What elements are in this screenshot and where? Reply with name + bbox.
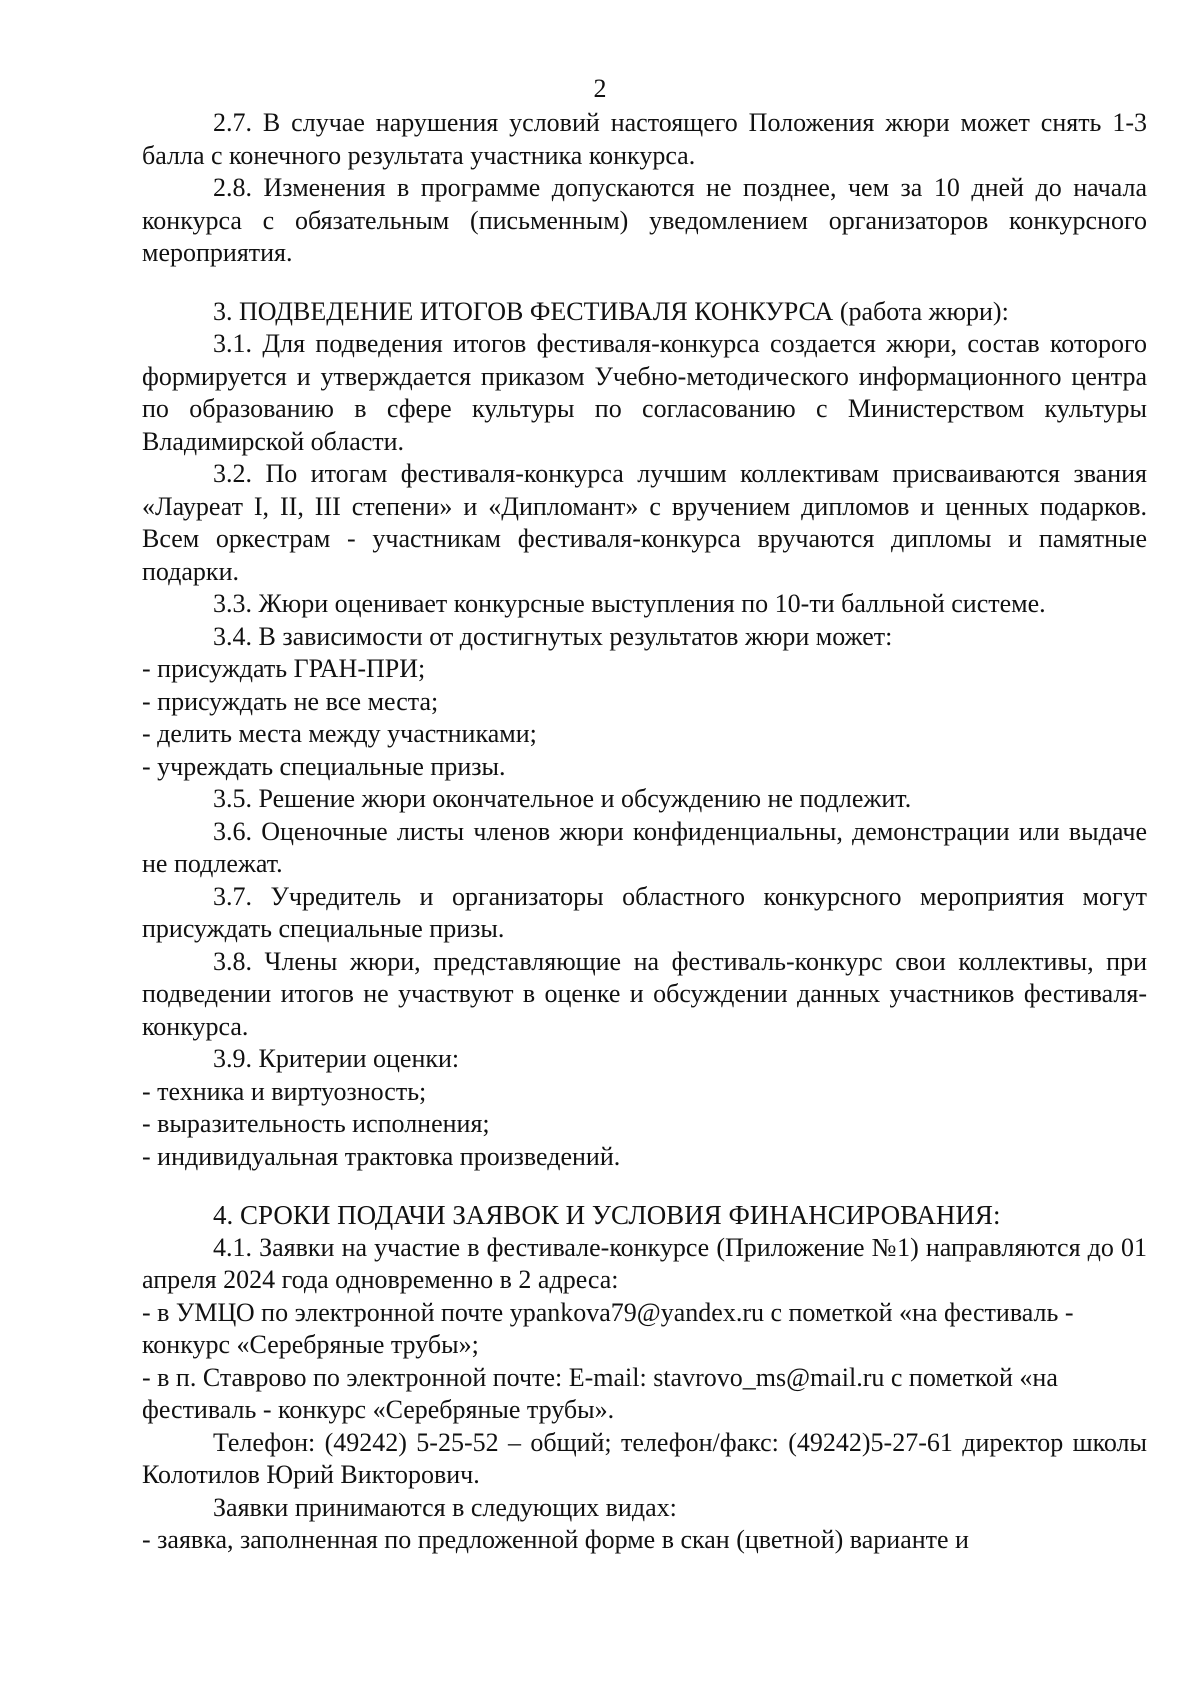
forms-intro: Заявки принимаются в следующих видах: [213, 1492, 677, 1522]
list-item: - в УМЦО по электронной почте ypankova79@yandex.ru с пометкой «на фестиваль - конкурс «Серебряные трубы»; [142, 1297, 1074, 1359]
paragraph-3-7: 3.7. Учредитель и организаторы областного конкурсного мероприятия могут присуждать специальные призы. [142, 881, 1147, 943]
paragraph-4-1: 4.1. Заявки на участие в фестивале-конкурсе (Приложение №1) направляются до 01 апреля 2024 года одновременно в 2 адреса: [142, 1232, 1147, 1294]
list-item: - присуждать ГРАН-ПРИ; [142, 654, 426, 683]
paragraph-2-8: 2.8. Изменения в программе допускаются не позднее, чем за 10 дней до начала конкурса с обязательным (письменным) уведомлением организаторов конкурсного мероприятия. [142, 173, 1147, 267]
list-item: - делить места между участниками; [142, 719, 537, 748]
paragraph-3-4: 3.4. В зависимости от достигнутых результатов жюри может: [213, 621, 893, 651]
document-body [142, 107, 1147, 1557]
list-item: - в п. Ставрово по электронной почте: E-mail: stavrovo_ms@mail.ru с пометкой «на фестиваль - конкурс «Серебряные трубы». [142, 1362, 1058, 1424]
paragraph-3-8: 3.8. Члены жюри, представляющие на фестиваль-конкурс свои коллективы, при подведении итогов не участвуют в оценке и обсуждении данных участников фестиваля-конкурса. [142, 946, 1147, 1041]
section-4-heading: 4. СРОКИ ПОДАЧИ ЗАЯВОК И УСЛОВИЯ ФИНАНСИРОВАНИЯ: [213, 1200, 1001, 1230]
page-number: 2 [593, 74, 607, 103]
paragraph-3-6: 3.6. Оценочные листы членов жюри конфиденциальны, демонстрации или выдаче не подлежат. [142, 816, 1147, 878]
list-item: - выразительность исполнения; [142, 1109, 490, 1138]
paragraph-2-7: 2.7. В случае нарушения условий настоящего Положения жюри может снять 1-3 балла с конечного результата участника конкурса. [142, 108, 1147, 170]
list-item: - присуждать не все места; [142, 686, 439, 716]
list-item: - техника и виртуозность; [142, 1076, 427, 1106]
paragraph-3-1: 3.1. Для подведения итогов фестиваля-конкурса создается жюри, состав которого формируется и утверждается приказом Учебно-методического информационного центра по образованию в сфере культуры по согласованию с Министерством культуры Владимирской области. [142, 329, 1147, 456]
paragraph-3-2: 3.2. По итогам фестиваля-конкурса лучшим коллективам присваиваются звания «Лауреат I, II, III степени» и «Дипломант» с вручением дипломов и ценных подарков. Всем оркестрам - участникам фестиваля-конкурса вручаются дипломы и памятные подарки. [142, 459, 1147, 586]
paragraph-3-5: 3.5. Решение жюри окончательное и обсуждению не подлежит. [213, 784, 912, 813]
list-item: - индивидуальная трактовка произведений. [142, 1141, 621, 1171]
list-item: - заявка, заполненная по предложенной форме в скан (цветной) варианте и [142, 1525, 969, 1554]
phone-paragraph: Телефон: (49242) 5-25-52 – общий; телефон/факс: (49242)5-27-61 директор школы Колотилов Юрий Викторович. [142, 1427, 1147, 1489]
list-item: - учреждать специальные призы. [142, 751, 506, 781]
section-3-heading: 3. ПОДВЕДЕНИЕ ИТОГОВ ФЕСТИВАЛЯ КОНКУРСА (работа жюри): [213, 296, 1009, 326]
paragraph-3-9: 3.9. Критерии оценки: [213, 1044, 460, 1073]
paragraph-3-3: 3.3. Жюри оценивает конкурсные выступления по 10-ти балльной системе. [213, 589, 1046, 618]
